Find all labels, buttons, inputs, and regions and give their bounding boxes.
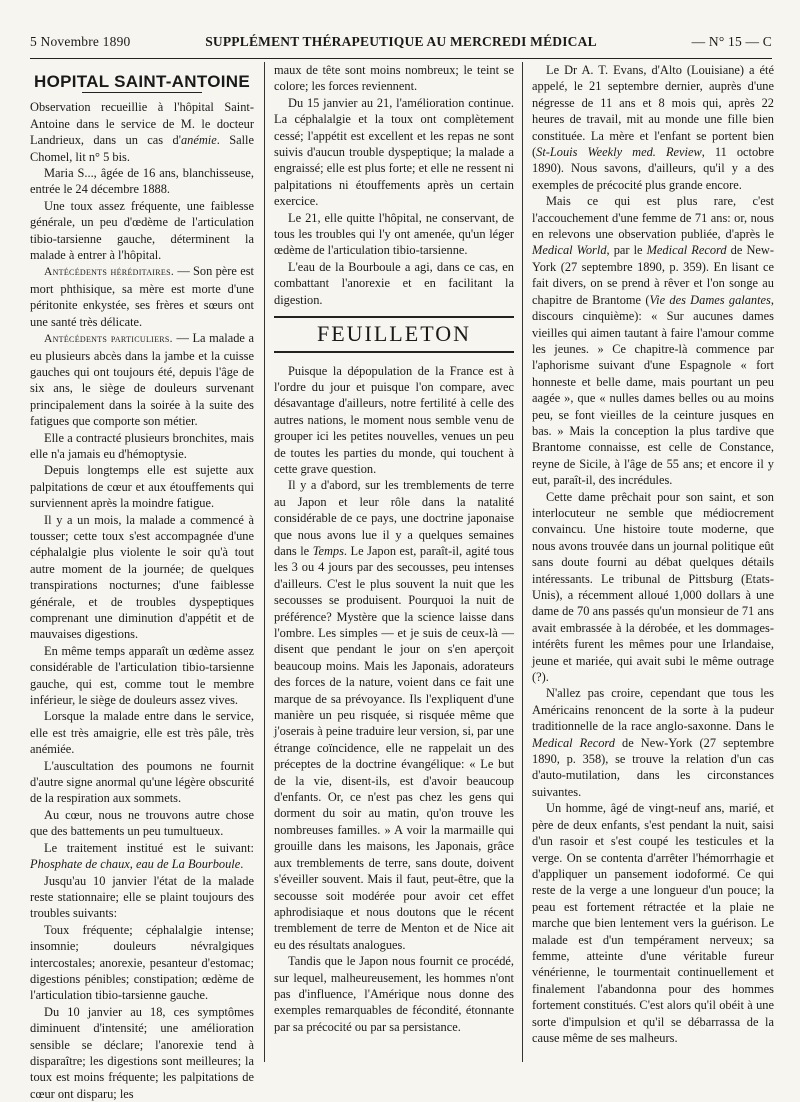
paragraph: maux de tête sont moins nombreux; le teint se colore; les forces reviennent.: [274, 63, 514, 94]
title-underline: [82, 92, 202, 93]
subhead: Antécédents particuliers.: [44, 333, 173, 346]
paragraph: En même temps apparaît un œdème assez considérable de l'articulation tibio-tarsienne gauche, qui est, comme tout le membre inférieur, le siège de douleurs assez vives.: [30, 643, 254, 708]
feuilleton-title: FEUILLETON: [274, 316, 514, 352]
paragraph: Depuis longtemps elle est sujette aux palpitations de cœur et aux étouffements qui surviennent après la moindre fatigue.: [30, 463, 254, 511]
column-2: [274, 62, 514, 1062]
subhead: Antécédents héréditaires.: [44, 266, 175, 279]
paragraph: L'auscultation des poumons ne fournit d'autre signe anormal qu'une légère obscurité de la respiration aux sommets.: [30, 758, 254, 806]
paragraph: Cette dame prêchait pour son saint, et son interlocuteur ne semble que médiocrement convaincu. Une histoire toute moderne, que nous avons trouvée dans un journal politique eût sans doute fourni au débat quelques détails intéressants. Le tribunal de Pittsburg (Etats-Unis), a récemment alloué 1,000 dollars à une dame de 70 ans passés qu'un monsieur de 71 ans avait embrassée à la dérobée, et les dommages-intérêts furent les mêmes pour une Irlandaise, jeune et mariée, qui avait subi le même outrage (?).: [532, 489, 774, 685]
paragraph: Au cœur, nous ne trouvons autre chose que des battements un peu tumultueux.: [30, 807, 254, 839]
journal-title: SUPPLÉMENT THÉRAPEUTIQUE AU MERCREDI MÉDICAL: [205, 34, 597, 49]
paragraph: Le 21, elle quitte l'hôpital, ne conservant, de tous les troubles qui l'y ont amenée, qu'un léger œdème de l'articulation tibio-tarsienne.: [274, 210, 514, 258]
paragraph: Jusqu'au 10 janvier l'état de la malade reste stationnaire; elle se plaint toujours des troubles suivants:: [30, 873, 254, 921]
paragraph: Lorsque la malade entre dans le service, elle est très amaigrie, elle est très pâle, très anémiée.: [30, 709, 254, 757]
observation-intro: Observation recueillie à l'hôpital Saint-Antoine dans le service de M. le docteur Landrieux, dans un cas d'anémie. Salle Chomel, lit n° 5 bis.: [30, 100, 254, 164]
paragraph: Antécédents particuliers. — La malade a eu plusieurs abcès dans la jambe et la cuisse gauches qui ont toujours été, depuis l'âge de six ans, le siège de douleurs survenant principalement dans la soirée à la suite des fatigues que comporte son métier.: [30, 331, 255, 429]
paragraph: Il y a un mois, la malade a commencé à tousser; cette toux s'est accompagnée d'une céphalalgie plus violente le soir qu'à tout autre moment de la journée; de quelques transpirations nocturnes; d'une faiblesse générale, et de troubles dyspeptiques comprenant une diminution d'appétit et de mauvaises digestions.: [30, 512, 254, 642]
paragraph: Le Dr A. T. Evans, d'Alto (Louisiane) a été appelé, le 21 septembre dernier, auprès d'une négresse de 11 ans et 8 mois qui, après 22 heures de travail, mit au monde une fille bien constituée. La mère et l'enfant se portent bien (St-Louis Weekly med. Review, 11 octobre 1890). Nous savons, d'ailleurs, qu'il y a des exemples de précocité plus grande encore.: [532, 63, 774, 192]
paragraph: Elle a contracté plusieurs bronchites, mais elle n'a jamais eu d'hémoptysie.: [30, 430, 254, 461]
paragraph: Tandis que le Japon nous fournit ce procédé, sur lequel, malheureusement, les hommes n'ont pas d'influence, l'Amérique nous donne des exemples remarquables de fécondité, étonnante par sa précocité ou par sa persistance.: [274, 954, 514, 1034]
issue-date: 5 Novembre 1890: [30, 34, 131, 49]
paragraph: Il y a d'abord, sur les tremblements de terre au Japon et leur rôle dans la natalité considérable de ce pays, une doctrine japonaise que nous avons lue il y a quelques semaines dans le Temps. Le Japon est, paraît-il, agité tous les 3 ou 4 jours par des secousses, peu intenses d'ailleurs. C'est le plus souvent la nuit que les secousses se produisent. Pourquoi la nuit de préférence? Mystère que la science laisse dans l'ombre. Les simples — et je suis de ceux-là — disent que pendant le jour on s'en aperçoit beaucoup moins. Mais les Japonais, adorateurs des forces de la nature, voient dans ce fait une marque de sa prévoyance. Ils l'expliquent d'une manière un peu risquée, si risquée même que j'oserais à peine traduire leur version, si, par une étrange coïncidence, elle ne rappelait un des préceptes de la doctrine évangélique: « Le but de la vie, disent-ils, est d'avoir beaucoup d'enfants. Or, ce n'est pas chez les gens qui dorment du soir au matin, qu'on trouve les nombreuses familles. » A voir la marmaille qui grouille dans les maisons, les Japonais, grâce aux tremblements de terre, sans doute, doivent s'éveiller souvent. Mais il faut, peut-être, que la secousse soit modérée pour avoir cet effet aphrodisiaque et nous doutons que le récent tremblement de terre de Menton et de Nice ait eu des résultats analogues.: [274, 478, 514, 952]
paragraph: Du 10 janvier au 18, ces symptômes diminuent d'intensité; une amélioration sensible se déclare; l'anorexie tend à disparaître; les digestions sont meilleures; la toux est moins fréquente; les palpitations de cœur ont disparu; les: [30, 1004, 254, 1101]
paragraph: Le traitement institué est le suivant: Phosphate de chaux, eau de La Bourboule.: [30, 840, 254, 872]
column-divider: [522, 62, 523, 1062]
paragraph: Un homme, âgé de vingt-neuf ans, marié, et père de deux enfants, s'est pendant la nuit, saisi d'un rasoir et s'est coupé les testicules et la verge. On se contenta d'arrêter l'hémorrhagie et d'appliquer un pansement iodoformé. Ce qui reste de la verge a une longueur d'un pouce; la peau est fortement rétractée et la plaie ne marche que bien lentement vers la guérison. Le malade est d'un tempérament nerveux; sa femme, atteinte d'une véritable fureur vénérienne, le tourmentait continuellement et finalement l'abandonna pour des hommes fortement constitués. C'est alors qu'il obéit à une sorte d'impulsion et qu'il se débarrassa de la cause même de ses malheurs.: [532, 801, 774, 1045]
page-header: [30, 34, 772, 54]
column-1: [30, 62, 255, 1101]
paragraph: N'allez pas croire, cependant que tous les Américains renoncent de la sorte à la pudeur traditionnelle de la race anglo-saxonne. Dans le Medical Record de New-York (27 septembre 1890, p. 358), se trouve la relation d'un cas d'auto-mutilation, dans les circonstances suivantes.: [532, 686, 774, 799]
paragraph: Puisque la dépopulation de la France est à l'ordre du jour et puisque l'on compare, avec désavantage d'ailleurs, notre fertilité à celle des autres nations, le moment nous semble venu de grouper ici les petites nouvelles, venues un peu de toutes les parties du monde, qui touchent à cette grave question.: [274, 363, 514, 476]
paragraph: L'eau de la Bourboule a agi, dans ce cas, en combattant l'anorexie et en facilitant la digestion.: [274, 259, 514, 307]
page-number: — N° 15 — C: [691, 34, 772, 49]
hospital-title: HOPITAL SAINT-ANTOINE: [34, 72, 250, 91]
paragraph: Antécédents héréditaires. — Son père est mort phthisique, sa mère est morte d'une péritonite enkystée, ses frères et sœurs ont une santé très délicate.: [30, 264, 255, 329]
header-rule: [30, 58, 772, 59]
paragraph: Une toux assez fréquente, une faiblesse générale, un peu d'œdème de l'articulation tibio-tarsienne gauche, déterminent la malade à entrer à l'hôpital.: [30, 198, 254, 263]
paragraph: Maria S..., âgée de 16 ans, blanchisseuse, entrée le 24 décembre 1888.: [30, 166, 254, 197]
column-3: [532, 62, 774, 1062]
paragraph: Du 15 janvier au 21, l'amélioration continue. La céphalalgie et la toux ont complètement cessé; l'appétit est excellent et les repas ne sont suivis d'aucun trouble dyspeptique; la malade a engraissé; elle est plus forte; et elle ne ressent ni palpitations ni étouffements après un certain exercice.: [274, 95, 514, 209]
paragraph: Toux fréquente; céphalalgie intense; insomnie; douleurs névralgiques intercostales; anorexie, pesanteur d'estomac; digestions pénibles; constipation; œdème de l'articulation tibio-tarsienne gauche.: [30, 922, 254, 1003]
column-divider: [264, 62, 265, 1062]
paragraph: Mais ce qui est plus rare, c'est l'accouchement d'une femme de 71 ans: or, nous en relevons une observation publiée, d'après le Medical World, par le Medical Record de New-York (27 septembre 1890, p. 359). En lisant ce fait divers, on se prend à rêver et l'on songe au chapitre de Brantome (Vie des Dames galantes, discours cinquième): « Sur aucunes dames vieilles qui aimen tautant à faire l'amour comme les jeunes. » Ce chapitre-là commence par l'aphorisme suivant d'une Espagnole « fort honneste et belle dame, mais pourtant un peu aagée », que « nulles dames belles ou au moins peu, se font vieilles de la ceinture jusques en bas. » Mais la conception la plus tardive que Brantome connaisse, est celle de Constance, reyne de Sicile, à l'âge de 55 ans; et encore il y eut, paraît-il, des incrédules.: [532, 194, 774, 488]
